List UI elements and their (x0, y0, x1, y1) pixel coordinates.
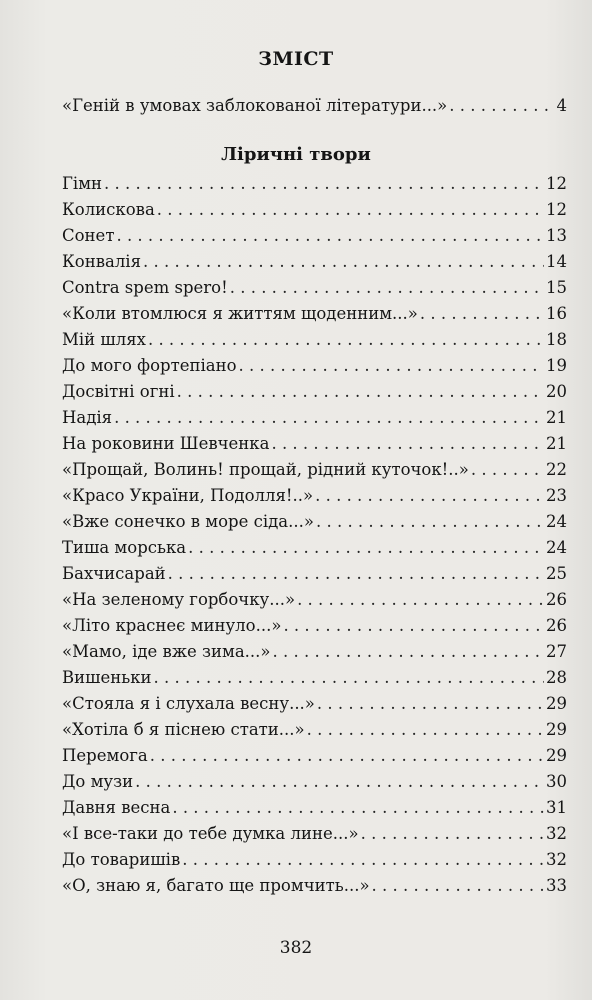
toc-entry-page: 21 (546, 408, 567, 427)
toc-entry-page: 14 (546, 252, 567, 271)
dot-leader (177, 380, 544, 404)
toc-entry (62, 198, 567, 222)
dot-leader (114, 406, 544, 430)
toc-entry (62, 562, 567, 586)
section-title: Ліричні твори (221, 144, 371, 165)
toc-entry-title: «Стояла я і слухала весну...» (62, 694, 315, 713)
toc-entry (62, 744, 567, 768)
page-number: 382 (279, 938, 313, 958)
toc-entry (62, 822, 567, 846)
toc-entry (62, 692, 567, 716)
toc-entry-intro (62, 94, 567, 118)
dot-leader (316, 510, 544, 534)
toc-entry-title: «Геній в умовах заблокованої літератури...» (62, 96, 448, 115)
toc-entry-page: 13 (546, 226, 567, 245)
dot-leader (273, 640, 544, 664)
toc-entry (62, 224, 567, 248)
toc-entry (62, 796, 567, 820)
toc-entry-title: Досвітні огні (62, 382, 175, 401)
toc-entry-page: 32 (546, 850, 567, 869)
toc-entry-title: Давня весна (62, 798, 171, 817)
toc-entry-title: «Прощай, Волинь! прощай, рідний куточок!..» (62, 460, 469, 479)
dot-leader (361, 822, 544, 846)
toc-entry (62, 276, 567, 300)
toc-entry-page: 16 (546, 304, 567, 323)
toc-title: ЗМІСТ (258, 48, 334, 70)
toc-entry-page: 26 (546, 590, 567, 609)
toc-entry-title: Перемога (62, 746, 148, 765)
toc-entry-title: На роковини Шевченка (62, 434, 270, 453)
toc-entry-title: «Коли втомлюся я життям щоденним...» (62, 304, 418, 323)
dot-leader (157, 198, 544, 222)
toc-entry-page: 24 (546, 538, 567, 557)
toc-entry-title: «Літо краснеє минуло...» (62, 616, 282, 635)
toc-entry-title: Вишеньки (62, 668, 152, 687)
toc-entry-title: Колискова (62, 200, 155, 219)
toc-entry-title: Мій шлях (62, 330, 146, 349)
dot-leader (297, 588, 544, 612)
toc-entry (62, 848, 567, 872)
toc-entry (62, 874, 567, 898)
dot-leader (148, 328, 544, 352)
dot-leader (188, 536, 544, 560)
toc-entry-page: 29 (546, 746, 567, 765)
toc-entry (62, 666, 567, 690)
toc-entry (62, 302, 567, 326)
dot-leader (372, 874, 544, 898)
toc-entry (62, 328, 567, 352)
dot-leader (172, 796, 544, 820)
dot-leader (420, 302, 544, 326)
toc-entry-page: 28 (546, 668, 567, 687)
dot-leader (271, 432, 544, 456)
toc-entry-title: Сонет (62, 226, 115, 245)
toc-entry-title: Конвалія (62, 252, 141, 271)
toc-entry-page: 33 (546, 876, 567, 895)
dot-leader (283, 614, 544, 638)
toc-entry-page: 4 (556, 96, 567, 115)
toc-entry (62, 640, 567, 664)
dot-leader (116, 224, 544, 248)
dot-leader (230, 276, 544, 300)
toc-entry (62, 484, 567, 508)
toc-entry-page: 27 (546, 642, 567, 661)
toc-entry (62, 458, 567, 482)
dot-leader (135, 770, 544, 794)
dot-leader (143, 250, 544, 274)
toc-entry (62, 588, 567, 612)
toc-entry-page: 32 (546, 824, 567, 843)
dot-leader (182, 848, 544, 872)
dot-leader (168, 562, 544, 586)
toc-entry-page: 25 (546, 564, 567, 583)
toc-entry-title: Contra spem spero! (62, 278, 228, 297)
toc-entry (62, 380, 567, 404)
toc-entry (62, 718, 567, 742)
toc-entry-page: 12 (546, 174, 567, 193)
toc-entry-page: 15 (546, 278, 567, 297)
toc-entry-title: «Мамо, іде вже зима...» (62, 642, 271, 661)
toc-entry-page: 22 (546, 460, 567, 479)
toc-entry-title: «Вже сонечко в море сіда...» (62, 512, 314, 531)
toc-entry-page: 18 (546, 330, 567, 349)
toc-entry-page: 26 (546, 616, 567, 635)
dot-leader (315, 484, 544, 508)
toc-entry-title: До товаришів (62, 850, 181, 869)
toc-entry-page: 20 (546, 382, 567, 401)
toc-entry-page: 21 (546, 434, 567, 453)
toc-entry-title: «Хотіла б я піснею стати...» (62, 720, 305, 739)
toc-entry (62, 406, 567, 430)
toc-entry-page: 30 (546, 772, 567, 791)
dot-leader (449, 94, 554, 118)
toc-entry-page: 29 (546, 694, 567, 713)
toc-entry-title: Бахчисарай (62, 564, 166, 583)
dot-leader (104, 172, 544, 196)
toc-entry (62, 536, 567, 560)
toc-entry-title: До мого фортепіано (62, 356, 237, 375)
toc-entry (62, 250, 567, 274)
toc-entry (62, 614, 567, 638)
dot-leader (239, 354, 544, 378)
toc-entry-page: 29 (546, 720, 567, 739)
toc-entry-page: 12 (546, 200, 567, 219)
toc-entry (62, 354, 567, 378)
toc-entry-title: Гімн (62, 174, 103, 193)
toc-entry (62, 510, 567, 534)
toc-entry-page: 24 (546, 512, 567, 531)
toc-entry-title: «Красо України, Подолля!..» (62, 486, 314, 505)
toc-entry (62, 770, 567, 794)
toc-entry-title: «І все-таки до тебе думка лине...» (62, 824, 359, 843)
toc-entry (62, 172, 567, 196)
dot-leader (150, 744, 544, 768)
dot-leader (154, 666, 544, 690)
dot-leader (471, 458, 544, 482)
toc-entry-page: 31 (546, 798, 567, 817)
toc-entry (62, 432, 567, 456)
toc-entry-title: Тиша морська (62, 538, 187, 557)
toc-entry-title: «На зеленому горбочку...» (62, 590, 296, 609)
toc-entry-title: Надія (62, 408, 113, 427)
dot-leader (307, 718, 544, 742)
toc-entry-page: 23 (546, 486, 567, 505)
toc-entry-title: «О, знаю я, багато ще промчить...» (62, 876, 370, 895)
dot-leader (317, 692, 544, 716)
toc-entry-page: 19 (546, 356, 567, 375)
toc-entry-title: До музи (62, 772, 134, 791)
